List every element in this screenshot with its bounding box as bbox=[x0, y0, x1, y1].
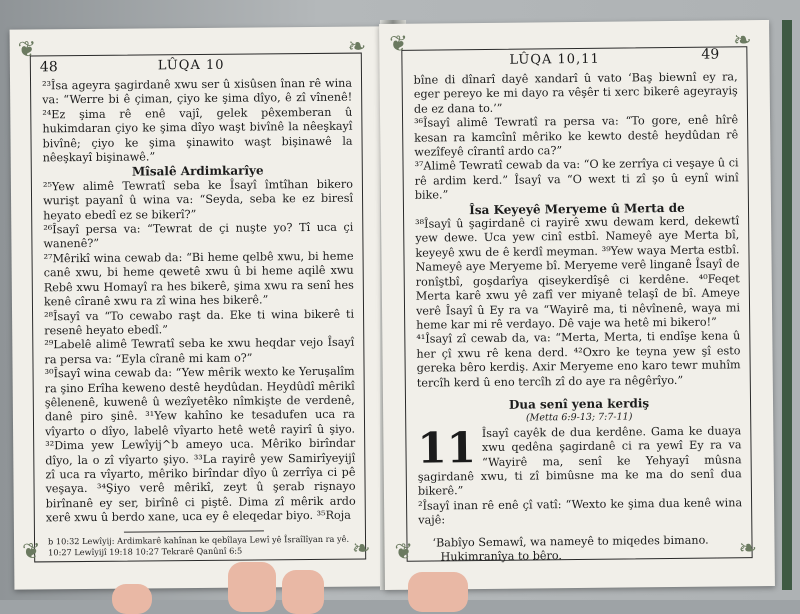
section-heading: Îsa Keyeyê Meryeme û Merta de bbox=[469, 200, 685, 217]
corner-ornament-icon: ❦ bbox=[17, 37, 37, 63]
footnotes bbox=[48, 534, 358, 558]
paragraph: ³⁰Îsayî wina cewab da: “Yew mêrik wexto ke Yeruşalîm ra şino Erîha keweno destê heydûdan. Heydûdî mêrikî şêlenenê, kuwenê û wezîyetêko nîmkişte de verdenê, danê piro şinê. ³¹Yew kahîno ke tesadufen uca ra vîyarto o dîyo, labelê vîyarto hetê wetê rayirî û şiyo. ³²Dima yew Lewîyij^b ameyo uca. Mêriko birîndar dîyo, la o zî vîyarto şiyo. ³³La rayirê yew Samirîyeyijî zî uca ra vîyarto, mêriko birîndar dîyo û zerrîya ci pê veşaya. ³⁴Şiyo verê mêrikî, zeyt û şerab rişnayo birînanê ey ser, birînê ci piştê. Dima zî mêrik ardo xerê xwu û berdo xane, uca ey ê eleqedar biyo. ³⁵Roja bbox=[44, 364, 356, 525]
running-header: LÛQA 10,11 bbox=[509, 51, 600, 68]
finger bbox=[112, 584, 152, 614]
verse-line: Hukimranîya to bêro. bbox=[440, 549, 562, 564]
corner-ornament-icon: ❦ bbox=[394, 539, 414, 565]
paragraph: ³⁶Îsayî alimê Tewratî ra persa va: “To gore, enê hîrê kesan ra kamcînî mêriko ke kewto destê heydûdan rê wezîfeyê cîrantî ardo ca?” bbox=[414, 113, 739, 159]
paragraph: ²⁸Îsayî va “To cewabo raşt da. Eke ti wina bikerê ti resenê heyato ebedî.” bbox=[44, 307, 355, 338]
paragraph: ²⁶Îsayî persa va: “Tewrat de çi nuşte yo? Tî uca çi wanenê?” bbox=[43, 220, 354, 251]
paragraph: ²⁵Yew alimê Tewratî seba ke Îsayî îmtîhan bikero wurişt payanî û wina va: “Seyda, seba ke ez biresî heyato ebedî ez se bikerî?” bbox=[42, 177, 354, 223]
paragraph: ³⁸Îsayî û şagirdanê ci rayirê xwu dewam kerd, dekewtî yew dewe. Uca yew cinî estbî. Nameyê aye Merta bî, keyeyê xwu de ê kerdî meyman. ³⁹Yew waya Merta estbî. Nameyê aye Meryeme bî. Meryeme verê linganê Îsayî de ronîştbî, goşdarîya qiseykerdîşê ci kerdêne. ⁴⁰Feqet Merta karê xwu yê zafî ver miyanê telaşî de bî. Ameye verê Îsayî û Ey ra va “Wayirê ma, ti nêvînenê, waya mi heme kar mi rê verdayo. Dê vaje wa hetê mi bikero!” bbox=[415, 214, 741, 332]
footnote: b 10:32 Lewîyij: Ardimkarê kahînan ke qebîlaya Lewî yê Îsraîlîyan ra yê. bbox=[47, 533, 350, 547]
chapter-number: 11 bbox=[417, 422, 477, 473]
corner-ornament-icon: ❧ bbox=[738, 536, 758, 562]
right-page-body bbox=[414, 70, 743, 565]
running-header: LÛQA 10 bbox=[157, 57, 225, 74]
cross-reference: 10:27 Lewîyijî 19:18 10:27 Tekrarê Qanûnî 6:5 bbox=[48, 545, 243, 557]
paragraph: ²³Îsa ageyra şagirdanê xwu ser û xisûsen înan rê wina va: “Werre bi ê çiman, çiyo ke şima dîyo, ê zî vînenê! ²⁴Ez şima rê enê vajî, gelek pêxemberan û hukimdaran çiyo ke şima dîyo waşt bivînê la nêeşkayî bivînê; çiyo ke şima şinawito waşt bişinawê la nêeşkayî bişinawê.” bbox=[41, 76, 353, 165]
section-heading: Dua senî yena kerdiş bbox=[508, 396, 650, 412]
paragraph: ²⁷Mêrikî wina cewab da: “Bi heme qelbê xwu, bi heme canê xwu, bi heme qewetê xwu û bi heme aqilê xwu Rebê xwu Homayî ra hes bikerê, şima xwu ra senî hes kenê cîranê xwu ra zî wina hes bikerê.” bbox=[43, 249, 354, 309]
left-page-body bbox=[42, 77, 356, 526]
paragraph: ⁴¹Îsayî zî cewab da, va: “Merta, Merta, ti endîşe kena û her çî xwu rê kena derd. ⁴²Oxro ke teyna yew şî esto gereka bêro kerdiş. Axir Meryeme eno karo tewr muhîm tercîh kerd û eno tercîh zî do aye ra nêgêrîyo.” bbox=[416, 329, 741, 390]
corner-ornament-icon: ❧ bbox=[352, 536, 371, 562]
parallel-reference: (Metta 6:9-13; 7:7-11) bbox=[525, 411, 633, 424]
right-page bbox=[379, 20, 775, 590]
paragraph: Îsayî cayêk de dua kerdêne. Gama ke duaya xwu qedêna şagirdanê ci ra yewî Ey ra va “Wayirê ma, senî ke Yehyayî mûsna şagirdanê xwu, ti zî bimûsne ma ke ma do senî dua bikerê.” bbox=[417, 424, 742, 499]
paragraph: ²⁹Labelê alimê Tewratî seba ke xwu heqdar vejo Îsayî ra persa va: “Eyla cîranê mi kam o?” bbox=[44, 335, 355, 367]
verse-line: ‘Babîyo Semawî, wa nameyê to miqedes bimano. bbox=[432, 533, 709, 550]
paragraph: ³⁷Alimê Tewratî cewab da va: “O ke zerrîya ci veşaye û ci rê ardim kerd.” Îsayî va “O wext ti zî şo û eynî winî bike.” bbox=[414, 156, 739, 202]
finger bbox=[228, 562, 276, 612]
book-cover-edge bbox=[782, 20, 792, 590]
section-heading: Mîsalê Ardimkarîye bbox=[131, 163, 264, 180]
page-number: 49 bbox=[701, 46, 720, 63]
corner-ornament-icon: ❧ bbox=[347, 34, 367, 60]
finger bbox=[408, 572, 468, 612]
corner-ornament-icon: ❧ bbox=[733, 28, 752, 54]
page-number: 48 bbox=[39, 59, 58, 76]
finger bbox=[282, 570, 324, 614]
corner-ornament-icon: ❦ bbox=[22, 539, 41, 565]
left-page bbox=[10, 26, 387, 589]
paragraph: ²Îsayî inan rê enê çî vatî: “Wexto ke şima dua kenê wina vajê: bbox=[418, 496, 743, 527]
paragraph: bîne di dînarî dayê xandarî û vato ‘Baş biewnî ey ra, eger pereyo ke mi dayo ra vêşêr ti xerc bikerê ageyrayiş de ez dana to.’” bbox=[413, 70, 738, 116]
corner-ornament-icon: ❦ bbox=[389, 31, 408, 57]
